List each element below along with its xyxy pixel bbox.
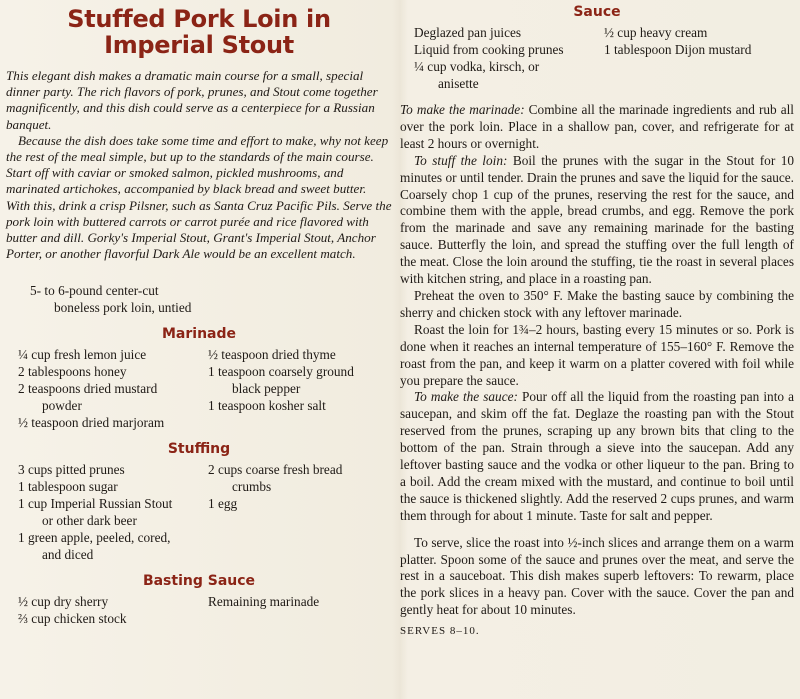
step-marinade bbox=[400, 102, 794, 153]
ingredient-line: or other dark beer bbox=[42, 513, 137, 529]
step-label: To make the sauce: bbox=[414, 389, 518, 405]
ingredient-line: Liquid from cooking prunes bbox=[414, 42, 564, 57]
main-ingredient-line-1: 5- to 6-pound center-cut bbox=[30, 283, 159, 299]
marinade-ingredients bbox=[6, 346, 392, 431]
ingredient-line: 2 tablespoons honey bbox=[18, 364, 127, 380]
step-stuff bbox=[400, 153, 794, 288]
marinade-heading: Marinade bbox=[161, 326, 236, 343]
left-column bbox=[6, 6, 392, 627]
main-ingredient bbox=[30, 282, 392, 316]
basting-sauce-ingredients bbox=[6, 593, 392, 627]
servings: SERVES 8–10. bbox=[400, 625, 480, 638]
stuffing-heading: Stuffing bbox=[167, 441, 231, 458]
ingredient-line: ¼ cup vodka, kirsch, or bbox=[414, 59, 540, 74]
title-line-2: Imperial Stout bbox=[104, 31, 294, 59]
sauce-heading: Sauce bbox=[573, 4, 621, 20]
step-roast: Roast the loin for 1¾–2 hours, basting every 15 minutes or so. Pork is done when it reaches an internal temperature of 155–160° F. Remove the roast from the pan, and keep it warm on a platter covered with foil while you prepare the sauce. bbox=[400, 321, 794, 388]
ingredient-line: black pepper bbox=[232, 381, 301, 397]
ingredient-line: ⅔ cup chicken stock bbox=[18, 611, 127, 627]
sauce-ingredients bbox=[414, 24, 794, 92]
intro-text bbox=[6, 68, 392, 262]
instructions bbox=[400, 102, 794, 640]
intro-paragraph-2: Because the dish does take some time and effort to make, why not keep the rest of the meal simple, but up to the standards of the main course. Start off with caviar or smoked salmon, pickled mushrooms, and marinated artichokes, accompanied by black bread and sweet butter. With this, drink a crisp Pilsner, such as Santa Cruz Pacific Pils. Serve the pork loin with buttered carrots or carrot purée and rice flavored with butter and dill. Gorky's Imperial Stout, Grant's Imperial Stout, Anchor Porter, or another flavorful Dark Ale would be an excellent match. bbox=[6, 132, 392, 262]
ingredient-line: ½ teaspoon dried marjoram bbox=[18, 415, 165, 431]
ingredient-line: powder bbox=[42, 398, 82, 414]
recipe-title bbox=[6, 6, 392, 58]
ingredient-line: anisette bbox=[438, 76, 479, 91]
step-text: Pour off all the liquid from the roasting pan into a saucepan, and skim off the fat. Deglaze the roasting pan with the Stout reserved from the prunes, scraping up any brown bits that cling to the bottom of the pan. Strain through a sieve into the saucepan. Add any leftover basting sauce and the vodka or other liqueur to the pan. Bring to a boil. Add the cream mixed with the mustard, and continue to boil until the sauce is thickened slightly. Add the reserved 2 cups prunes, and warm them through for about 1 minute. Taste for salt and pepper. bbox=[400, 389, 794, 523]
stuffing-ingredients bbox=[6, 461, 392, 563]
ingredient-line: and diced bbox=[42, 547, 94, 563]
ingredient-line: ¼ cup fresh lemon juice bbox=[18, 347, 147, 363]
ingredient-line: 1 teaspoon coarsely ground bbox=[208, 364, 354, 380]
ingredient-line: Deglazed pan juices bbox=[414, 25, 522, 40]
ingredient-line: ½ teaspoon dried thyme bbox=[208, 347, 336, 363]
step-label: To stuff the loin: bbox=[414, 152, 508, 168]
ingredient-line: 1 tablespoon Dijon mustard bbox=[604, 42, 752, 57]
right-column bbox=[400, 4, 794, 640]
main-ingredient-line-2: boneless pork loin, untied bbox=[54, 300, 192, 316]
ingredient-line: 1 cup Imperial Russian Stout bbox=[18, 496, 173, 512]
ingredient-line: 1 teaspoon kosher salt bbox=[208, 398, 326, 414]
ingredient-line: 1 green apple, peeled, cored, bbox=[18, 530, 171, 546]
step-label: To make the marinade: bbox=[400, 102, 525, 117]
ingredient-line: crumbs bbox=[232, 479, 272, 495]
ingredient-line: 2 cups coarse fresh bread bbox=[208, 462, 343, 478]
ingredient-line: 1 tablespoon sugar bbox=[18, 479, 118, 495]
title-line-1: Stuffed Pork Loin in bbox=[67, 5, 331, 33]
basting-sauce-heading: Basting Sauce bbox=[142, 573, 256, 590]
ingredient-line: 3 cups pitted prunes bbox=[18, 462, 125, 478]
step-preheat: Preheat the oven to 350° F. Make the basting sauce by combining the sherry and chicken stock with any leftover marinade. bbox=[400, 287, 794, 320]
step-text: Boil the prunes with the sugar in the Stout for 10 minutes or until tender. Drain the prunes and save the liquid for the sauce. Coarsely chop 1 cup of the prunes, reserving the rest for the sauce, and combine them with the apple, bread crumbs, and egg. Remove the pork from the marinade and save any remaining marinade for the basting sauce. Butterfly the loin, and spread the stuffing over the full length of the meat. Close the loin around the stuffing, tie the roast in several places with kitchen string, and place in a roasting pan. bbox=[400, 152, 794, 287]
step-text: Combine all the marinade ingredients and rub all over the pork loin. Place in a shallow pan, cover, and refrigerate for at least 2 hours or overnight. bbox=[400, 102, 794, 151]
ingredient-line: Remaining marinade bbox=[208, 594, 320, 610]
ingredient-line: 2 teaspoons dried mustard bbox=[18, 381, 158, 397]
ingredient-line: ½ cup dry sherry bbox=[18, 594, 109, 610]
intro-paragraph-1: This elegant dish makes a dramatic main course for a small, special dinner party. The rich flavors of pork, prunes, and Stout come together magnificently, and this dish could serve as a centerpiece for a Russian banquet. bbox=[6, 68, 378, 132]
ingredient-line: 1 egg bbox=[208, 496, 238, 512]
step-serve: To serve, slice the roast into ½-inch slices and arrange them on a warm platter. Spoon some of the sauce and prunes over the meat, and serve the rest in a sauceboat. This dish makes superb leftovers: To rewarm, place the pork slices in a heavy pan. Cover with the sauce. Cover the pan and gently heat for about 10 minutes. bbox=[400, 534, 794, 618]
ingredient-line: ½ cup heavy cream bbox=[604, 25, 708, 40]
step-sauce bbox=[400, 389, 794, 524]
